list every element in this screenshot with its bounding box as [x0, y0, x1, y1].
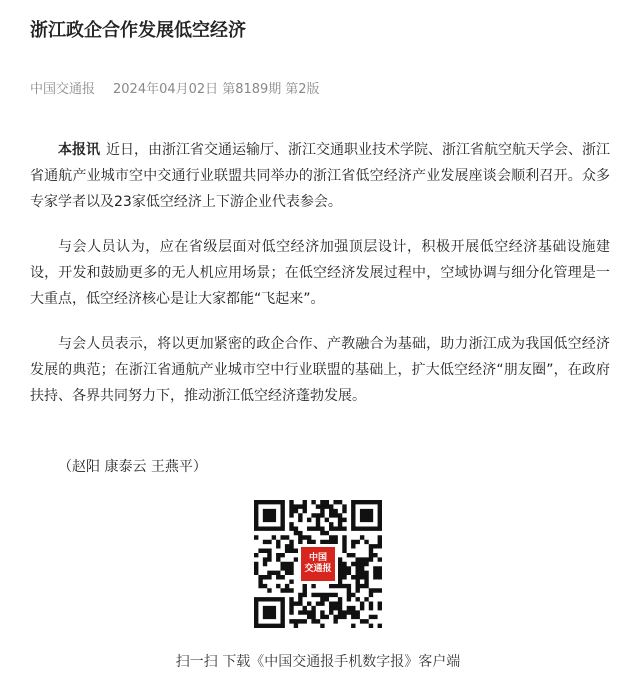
article-paragraph [30, 331, 610, 409]
paragraph-text: 与会人员认为，应在省级层面对低空经济加强顶层设计，积极开展低空经济基础设施建设，开发和鼓励更多的无人机应用场景；在低空经济发展过程中，空域协调与细分化管理是一大重点，低空经济核心是让大家都能“飞起来”。 [30, 239, 610, 307]
qr-caption: 扫一扫 下载《中国交通报手机数字报》客户端 [175, 654, 461, 670]
article-paragraph [30, 234, 610, 312]
issue-number: 第8189期 [222, 82, 282, 97]
badge-line-1: 中国 [308, 553, 327, 563]
article-meta [30, 80, 334, 100]
paragraph-text: 近日，由浙江省交通运输厅、浙江交通职业技术学院、浙江省航空航天学会、浙江省通航产业城市空中交通行业联盟共同举办的浙江省低空经济产业发展座谈会顺利召开。众多专家学者以及23家低空经济上下游企业代表参会。 [30, 142, 610, 210]
publish-date: 2024年04月02日 [113, 82, 219, 97]
qr-logo-badge [298, 544, 338, 584]
paragraph-text: 与会人员表示，将以更加紧密的政企合作、产教融合为基础，助力浙江成为我国低空经济发展的典范；在浙江省通航产业城市空中行业联盟的基础上，扩大低空经济“朋友圈”，在政府扶持、各界共同努力下，推动浙江低空经济蓬勃发展。 [30, 336, 610, 404]
article-paragraph [30, 137, 610, 215]
article-body [30, 137, 610, 428]
article-title: 浙江政企合作发展低空经济 [30, 20, 246, 41]
author-byline: （赵阳 康泰云 王燕平） [58, 459, 207, 475]
lead-label: 本报讯 [58, 142, 100, 158]
publication-name[interactable]: 中国交通报 [30, 82, 96, 97]
page-number: 第2版 [285, 82, 320, 97]
qr-code[interactable] [254, 500, 382, 628]
badge-line-2: 交通报 [304, 564, 332, 574]
